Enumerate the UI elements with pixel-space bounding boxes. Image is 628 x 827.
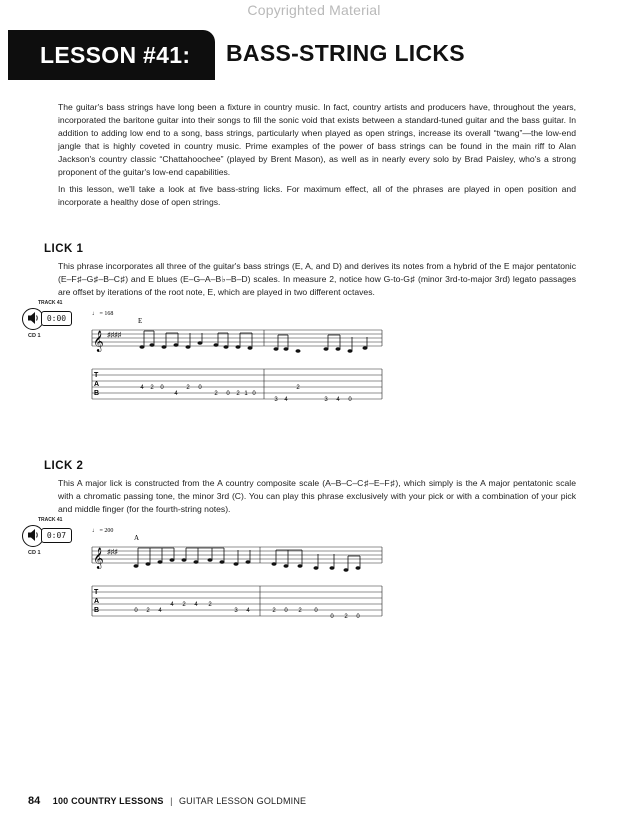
svg-text:3: 3 [234, 608, 238, 614]
standard-staff [92, 547, 382, 563]
svg-text:0: 0 [134, 608, 138, 614]
lick-2-audio-track[interactable] [22, 517, 78, 561]
svg-text:B: B [94, 390, 100, 397]
lick-1-notes [140, 341, 368, 353]
svg-text:T: T [94, 589, 99, 596]
svg-text:0: 0 [198, 385, 202, 391]
svg-text:2: 2 [146, 608, 150, 614]
key-signature-icon: ♯♯♯ [107, 549, 118, 556]
svg-text:2: 2 [236, 391, 240, 397]
tab-numbers [134, 602, 360, 620]
svg-text:1: 1 [244, 391, 248, 397]
svg-text:0: 0 [314, 608, 318, 614]
lesson-number-banner: LESSON #41: [8, 30, 215, 80]
svg-text:4: 4 [284, 397, 288, 403]
svg-text:0: 0 [284, 608, 288, 614]
treble-clef-icon: 𝄞 [93, 548, 104, 569]
intro-paragraph-1: The guitar's bass strings have long been a fixture in country music. In fact, country artists and producers have, throughout the years, incorporated the baritone guitar into their songs to fill the sonic void that exists between a standard-tuned guitar and the bass guitar. In addition to adding low end to a song, bass strings, particularly when played as open strings, increase its overall “twang”—the low-end jangle that is highly coveted in country music. Prime examples of the power of bass strings can be found in the main riff to Alan Jackson's country classic “Chattahoochee” (played by Brent Mason), as well as in nearly every solo by Brad Paisley, who's a strong proponent of the guitar's low-end capabilities. [58, 102, 576, 177]
lick-1-notation [80, 305, 390, 420]
copyright-watermark: Copyrighted Material [247, 2, 381, 18]
svg-text:2: 2 [182, 602, 186, 608]
svg-text:3: 3 [274, 397, 278, 403]
svg-text:4: 4 [170, 602, 174, 608]
tempo-marking: ♩ = 168 [92, 311, 114, 317]
lick-1-description: This phrase incorporates all three of the guitar's bass strings (E, A, and D) and derives its notes from a hybrid of the E major pentatonic (E–F♯–G♯–B–C♯) and E blues (E–G–A–B♭–B–D) scales. In measure 2, notice how G-to-G♯ (minor 3rd-to-major 3rd) legato passages are offset by iterations of the root note, E, which are played in two different octaves. [58, 261, 576, 297]
tempo-marking: ♩ = 200 [92, 528, 114, 534]
chord-symbol: E [138, 317, 143, 325]
svg-text:4: 4 [158, 608, 162, 614]
svg-text:0: 0 [226, 391, 230, 397]
svg-text:4: 4 [140, 385, 144, 391]
svg-text:4: 4 [336, 397, 340, 403]
track-label: TRACK 41 [38, 517, 63, 523]
chord-symbol: A [134, 534, 140, 542]
track-time: 0:07 [41, 528, 72, 543]
svg-text:A: A [94, 598, 100, 605]
standard-staff [92, 330, 382, 346]
lick-2-notation [80, 522, 390, 637]
svg-text:2: 2 [208, 602, 212, 608]
key-signature-icon: ♯♯♯♯ [107, 332, 121, 339]
series-title: GUITAR LESSON GOLDMINE [178, 796, 307, 806]
track-time: 0:00 [41, 311, 72, 326]
svg-text:0: 0 [252, 391, 256, 397]
svg-text:4: 4 [194, 602, 198, 608]
svg-text:0: 0 [348, 397, 352, 403]
treble-clef-icon: 𝄞 [93, 331, 104, 352]
svg-text:3: 3 [324, 397, 328, 403]
page-footer [28, 795, 306, 807]
svg-text:0: 0 [330, 614, 334, 620]
svg-text:2: 2 [298, 608, 302, 614]
svg-text:2: 2 [186, 385, 190, 391]
lick-1-heading: LICK 1 [44, 243, 84, 255]
lick-1-audio-track[interactable] [22, 300, 78, 344]
book-title: 100 COUNTRY LESSONS [52, 796, 164, 806]
svg-text:4: 4 [174, 391, 178, 397]
svg-text:0: 0 [356, 614, 360, 620]
svg-text:2: 2 [344, 614, 348, 620]
track-label: TRACK 41 [38, 300, 63, 306]
cd-label: CD 1 [28, 550, 41, 556]
lick-2-description: This A major lick is constructed from the A country composite scale (A–B–C–C♯–E–F♯), which simply is the A major pentatonic scale with a chromatic passing tone, the minor 3rd (C). You can play this phrase exclusively with your pick or with a combination of your pick and middle finger (for the fourth-string notes). [58, 478, 576, 514]
svg-text:2: 2 [272, 608, 276, 614]
svg-text:2: 2 [150, 385, 154, 391]
lick-2-heading: LICK 2 [44, 460, 84, 472]
svg-text:0: 0 [160, 385, 164, 391]
svg-text:2: 2 [296, 385, 300, 391]
page-title: BASS-STRING LICKS [226, 40, 465, 66]
svg-text:T: T [94, 372, 99, 379]
intro-paragraph-2: In this lesson, we'll take a look at five bass-string licks. For maximum effect, all of the phrases are played in open position and incorporate a healthy dose of open strings. [58, 184, 576, 207]
cd-label: CD 1 [28, 333, 41, 339]
svg-text:2: 2 [214, 391, 218, 397]
svg-text:B: B [94, 607, 100, 614]
page-number: 84 [28, 795, 41, 807]
svg-text:A: A [94, 381, 100, 388]
footer-separator: | [170, 796, 173, 806]
tab-numbers [140, 385, 352, 403]
lick-2-notes [134, 558, 361, 572]
svg-text:4: 4 [246, 608, 250, 614]
